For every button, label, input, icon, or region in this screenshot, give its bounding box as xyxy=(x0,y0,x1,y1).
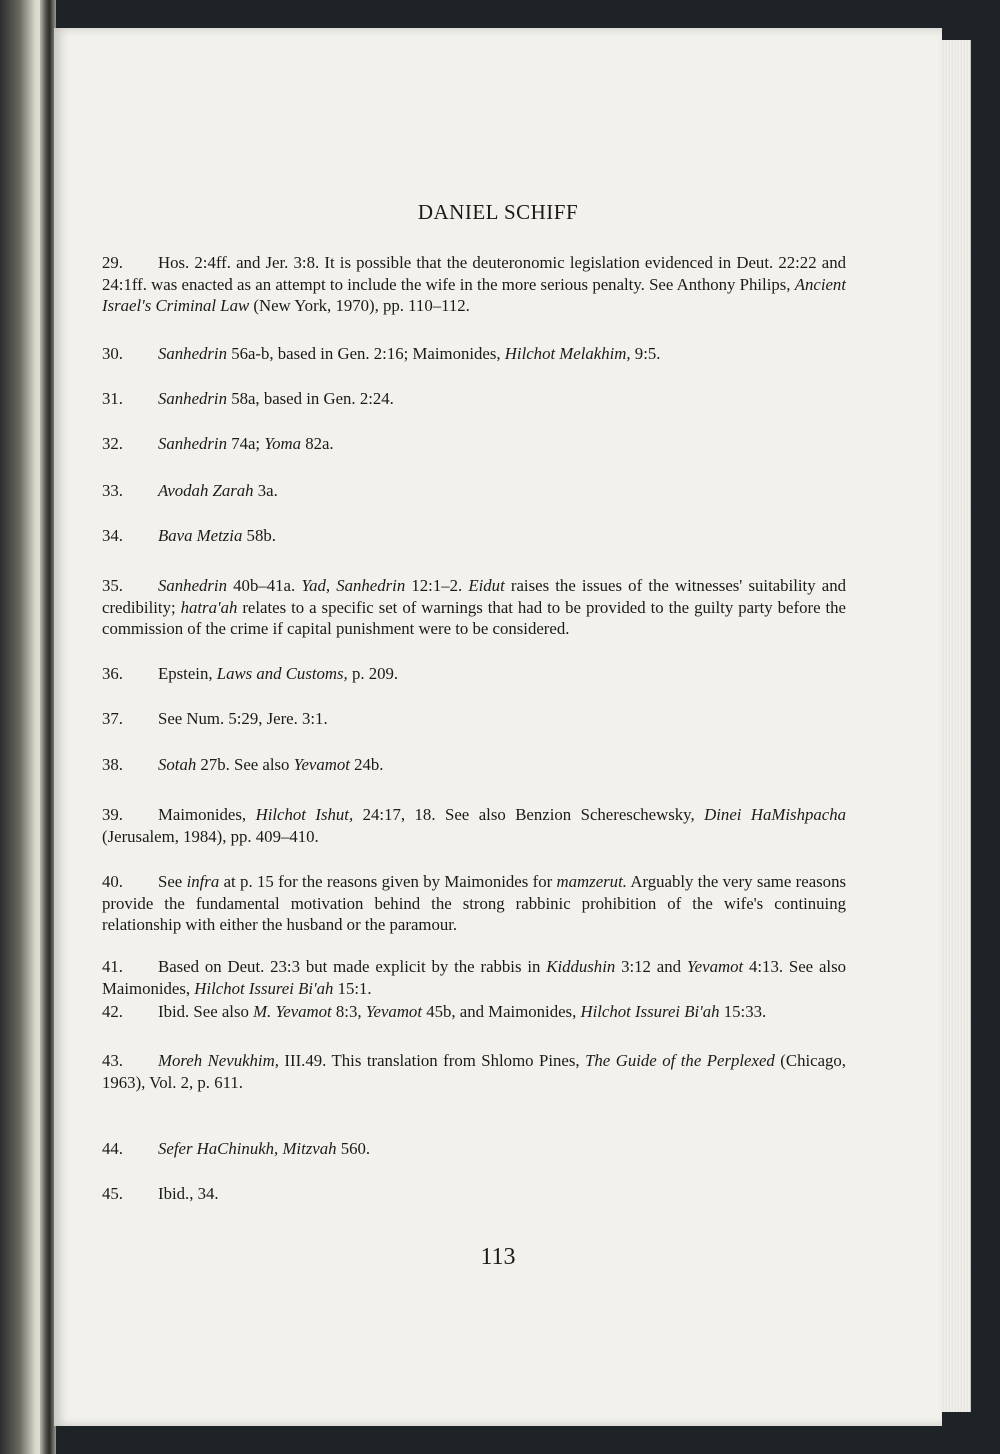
footnote-text: 40b–41a. xyxy=(227,576,302,595)
footnote xyxy=(102,708,846,730)
footnote-text: 12:1–2. xyxy=(405,576,469,595)
footnote xyxy=(102,525,846,547)
footnote-text: Hos. 2:4ff. and Jer. 3:8. It is possible that the deuteronomic legislation evidenced in Deut. 22:22 and 24:1ff. was enacted as an attempt to include the wife in the more serious penalty. See Anthony Philips, xyxy=(102,253,846,294)
footnote-number: 36. xyxy=(102,664,123,683)
footnote-italic-title: Yevamot xyxy=(686,957,744,976)
footnote-text: 15:33. xyxy=(719,1002,767,1021)
footnote-text: Ibid. See also xyxy=(158,1002,254,1021)
footnote-text: raises the issues of the witnesses' suitability and credibility; xyxy=(102,576,847,617)
footnote-number: 31. xyxy=(102,389,123,408)
footnote-text: 24b. xyxy=(349,755,384,774)
footnote-italic-title: The Guide of the Perplexed xyxy=(585,1051,775,1070)
footnote-number: 33. xyxy=(102,481,123,500)
footnote xyxy=(102,433,846,455)
footnote-italic-title: Sanhedrin xyxy=(158,389,227,408)
footnote-italic-title: Yad, Sanhedrin xyxy=(301,576,406,595)
footnote xyxy=(102,804,846,847)
footnote-italic-title: Avodah Zarah xyxy=(158,481,254,500)
footnote-text: 8:3, xyxy=(331,1002,366,1021)
footnote-italic-title: Moreh Nevukhim, xyxy=(158,1051,279,1070)
footnote xyxy=(102,871,846,936)
footnote-text: 9:5. xyxy=(630,344,661,363)
footnote xyxy=(102,480,846,502)
footnote-text: p. 209. xyxy=(347,664,399,683)
footnote-text: (New York, 1970), pp. 110–112. xyxy=(249,296,470,315)
footnote-text: 3:12 and xyxy=(615,957,687,976)
footnote xyxy=(102,388,846,410)
footnote-text: See Num. 5:29, Jere. 3:1. xyxy=(158,709,328,728)
footnote-number: 39. xyxy=(102,805,123,824)
footnote xyxy=(102,252,846,317)
footnote-text: III.49. This translation from Shlomo Pines, xyxy=(278,1051,586,1070)
footnote-italic-title: Sefer HaChinukh, Mitzvah xyxy=(158,1139,337,1158)
footnote-italic-title: Sanhedrin xyxy=(158,344,227,363)
footnote-italic-title: Sanhedrin xyxy=(158,576,227,595)
footnote-text: Epstein, xyxy=(158,664,217,683)
footnote-text: 3a. xyxy=(253,481,278,500)
page-number: 113 xyxy=(480,1244,516,1270)
footnote-italic-title: Sanhedrin xyxy=(158,434,227,453)
footnote-text: relates to a specific set of warnings that had to be provided to the guilty party before the commission of the crime if capital punishment were to be considered. xyxy=(102,597,846,638)
footnote-italic-title: Ancient Israel's Criminal Law xyxy=(102,274,846,315)
footnote xyxy=(102,343,846,365)
footnote-text: 58b. xyxy=(242,526,276,545)
footnote-number: 30. xyxy=(102,344,123,363)
footnote-number: 37. xyxy=(102,709,123,728)
footnote-number: 43. xyxy=(102,1051,123,1070)
footnote-italic-title: Yoma xyxy=(264,434,301,453)
footnote xyxy=(102,1138,846,1160)
footnote-text: Arguably the very same reasons provide the fundamental motivation behind the strong rabbinic prohibition of the wife's continuing relationship with either the husband or the paramour. xyxy=(102,872,846,934)
footnote-number: 40. xyxy=(102,872,123,891)
footnote-text: Ibid., 34. xyxy=(158,1184,219,1203)
footnote xyxy=(102,663,846,685)
footnote xyxy=(102,1050,846,1093)
footnote-number: 41. xyxy=(102,957,123,976)
footnote-italic-title: M. Yevamot xyxy=(253,1002,332,1021)
footnote-italic-title: Yevamot xyxy=(365,1002,422,1021)
footnote xyxy=(102,575,846,640)
footnote-italic-title: Yevamot xyxy=(293,755,350,774)
facing-page-edge xyxy=(0,0,44,1454)
footnote-text: 560. xyxy=(336,1139,371,1158)
footnote-italic-title: infra xyxy=(186,872,220,891)
footnote-italic-title: Hilchot Issurei Bi'ah xyxy=(580,1002,720,1021)
footnote-number: 38. xyxy=(102,755,123,774)
footnote-number: 42. xyxy=(102,1002,123,1021)
footnote xyxy=(102,1183,846,1205)
footnote-text: 4:13. See also Maimonides, xyxy=(102,957,846,998)
footnote-text: Maimonides, xyxy=(158,805,256,824)
footnote-text: Based on Deut. 23:3 but made explicit by the rabbis in xyxy=(158,957,547,976)
footnote-number: 44. xyxy=(102,1139,123,1158)
footnote-text: 58a, based in Gen. 2:24. xyxy=(227,389,394,408)
footnote-italic-title: hatra'ah xyxy=(180,597,238,617)
footnote-number: 34. xyxy=(102,526,123,545)
footnote-italic-title: mamzerut. xyxy=(556,872,627,891)
footnote-text: 15:1. xyxy=(333,978,372,998)
footnote-italic-title: Laws and Customs, xyxy=(216,664,348,683)
footnote-italic-title: Hilchot Melakhim, xyxy=(504,344,631,363)
footnote-text: 74a; xyxy=(227,434,265,453)
footnote-text: 27b. See also xyxy=(196,755,294,774)
footnote xyxy=(102,754,846,776)
footnote-text: See xyxy=(158,872,187,891)
footnote-text: (Jerusalem, 1984), pp. 409–410. xyxy=(102,826,319,846)
footnote-text: 82a. xyxy=(301,434,334,453)
footnote-italic-title: Dinei HaMishpacha xyxy=(704,805,846,824)
footnote-italic-title: Sotah xyxy=(158,755,197,774)
footnote xyxy=(102,1001,846,1023)
footnote-italic-title: Bava Metzia xyxy=(158,526,243,545)
footnote-text: at p. 15 for the reasons given by Maimonides for xyxy=(219,872,557,891)
footnote-text: 45b, and Maimonides, xyxy=(422,1002,581,1021)
footnote-number: 29. xyxy=(102,253,123,272)
footnote-text: (Chicago, 1963), Vol. 2, p. 611. xyxy=(102,1051,846,1092)
running-head: DANIEL SCHIFF xyxy=(417,200,579,224)
footnote-italic-title: Kiddushin xyxy=(546,957,616,976)
footnote-number: 35. xyxy=(102,576,123,595)
footnote-text: 24:17, 18. See also Benzion Schereschewsky, xyxy=(353,805,705,824)
book-page xyxy=(54,28,942,1426)
footnote-text: 56a-b, based in Gen. 2:16; Maimonides, xyxy=(227,344,505,363)
footnote-italic-title: Eidut xyxy=(468,576,505,595)
footnote-number: 32. xyxy=(102,434,123,453)
footnote xyxy=(102,956,846,999)
footnote-italic-title: Hilchot Issurei Bi'ah xyxy=(194,978,334,998)
footnote-italic-title: Hilchot Ishut, xyxy=(255,805,354,824)
footnote-number: 45. xyxy=(102,1184,123,1203)
